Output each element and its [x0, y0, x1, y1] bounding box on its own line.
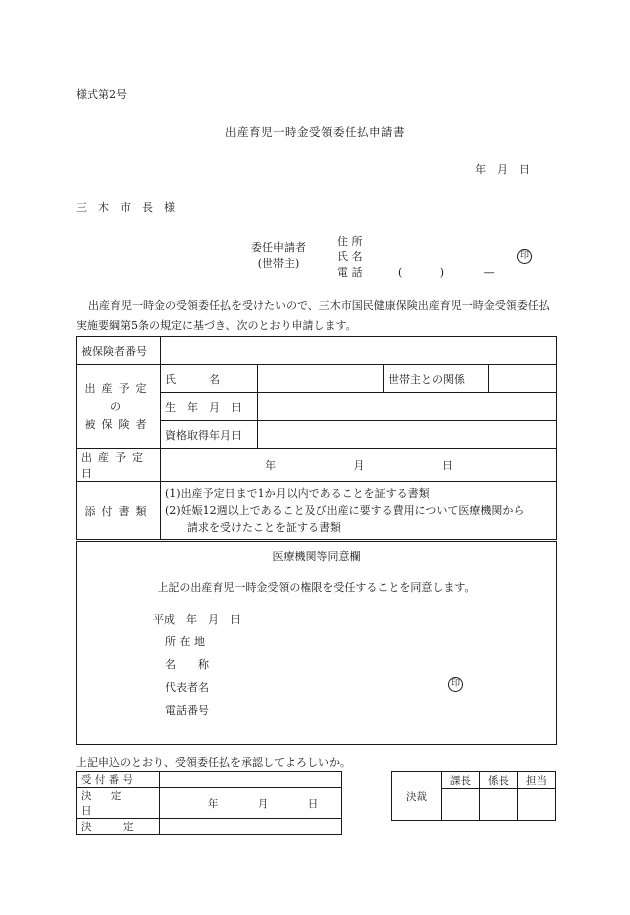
attachment-item-1: (1)出産予定日まで1か月以内であることを証する書類 — [165, 487, 430, 500]
consent-date: 平成 年 月 日 — [153, 613, 241, 626]
decision-table — [76, 771, 342, 835]
intro-text: 出産育児一時金の受領委任払を受けたいので、三木市国民健康保険出産育児一時金受領委任払実施要綱第5条の規定に基づき、次のとおり申請します。 — [76, 299, 550, 332]
decision-day: 日 — [307, 797, 319, 810]
insured-number-field[interactable] — [161, 337, 557, 365]
sub-chief-stamp-field[interactable] — [480, 789, 518, 821]
location-label: 所 在 地 — [165, 635, 205, 648]
relation-field[interactable] — [489, 365, 557, 393]
name-field[interactable] — [258, 365, 384, 393]
applicant-role-sub: (世帯主) — [257, 257, 300, 270]
due-date-field[interactable] — [161, 449, 557, 482]
attachment-label: 添付書類 — [77, 482, 161, 540]
applicant-fields — [337, 234, 363, 264]
sub-chief-label: 係長 — [480, 772, 518, 789]
due-day: 日 — [442, 459, 453, 472]
due-month: 月 — [353, 459, 365, 472]
application-table — [76, 336, 557, 540]
approval-stamp-table — [391, 771, 556, 821]
phone-dash: — — [483, 266, 495, 279]
seal-icon: 印 — [517, 249, 532, 264]
decision-date-label: 決 定 日 — [77, 788, 160, 819]
expected-insured-label — [77, 365, 161, 449]
expected-insured-label-2: 被保険者 — [84, 417, 153, 431]
phone-paren-open: ( — [398, 266, 403, 279]
phone-line — [337, 264, 495, 280]
chief-stamp-field[interactable] — [442, 789, 480, 821]
staff-stamp-field[interactable] — [518, 789, 556, 821]
staff-label: 担当 — [518, 772, 556, 789]
attachment-item-2: (2)妊娠12週以上であること及び出産に要する費用について医療機関から — [165, 504, 525, 517]
application-date: 年 月 日 — [475, 163, 530, 176]
receipt-number-label: 受 付 番 号 — [77, 772, 160, 788]
birth-label: 生 年 月 日 — [161, 393, 258, 421]
consent-phone-label: 電話番号 — [165, 704, 209, 717]
approval-text: 上記申込のとおり、受領委任払を承認してよろしいか。 — [76, 756, 351, 769]
name-row-label: 氏 名 — [161, 365, 258, 393]
qualification-label: 資格取得年月日 — [161, 421, 258, 449]
seal-icon: 印 — [448, 677, 463, 692]
decision-label: 決 定 — [77, 819, 160, 835]
attachment-item-2-cont: 請求を受けたことを証する書類 — [187, 521, 341, 534]
chief-label: 課長 — [442, 772, 480, 789]
due-year: 年 — [265, 459, 276, 472]
form-number: 様式第2号 — [76, 88, 127, 101]
consent-title: 医療機関等同意欄 — [272, 550, 361, 563]
representative-label: 代表者名 — [165, 681, 209, 694]
facility-name-label: 名 称 — [165, 658, 209, 671]
decision-date-field[interactable] — [160, 788, 342, 819]
decision-year: 年 — [208, 797, 219, 810]
decision-field[interactable] — [160, 819, 342, 835]
expected-insured-label-1: 出産予定の — [84, 381, 153, 413]
birth-field[interactable] — [258, 393, 557, 421]
consent-box — [76, 541, 557, 745]
phone-label: 電 話 — [337, 266, 363, 279]
addressee: 三木市長様 — [76, 201, 186, 214]
applicant-role-title: 委任申請者 — [251, 241, 306, 254]
address-label: 住 所 — [337, 235, 363, 248]
applicant-role — [251, 240, 306, 272]
document-title: 出産育児一時金受領委任払申請書 — [225, 125, 405, 139]
receipt-number-field[interactable] — [160, 772, 342, 788]
consent-text: 上記の出産育児一時金受領の権限を受任することを同意します。 — [157, 581, 476, 594]
relation-label: 世帯主との関係 — [384, 365, 489, 393]
decision-month: 月 — [257, 797, 269, 810]
phone-paren-close: ) — [439, 266, 445, 279]
due-date-label: 出産予定日 — [77, 449, 161, 482]
approval-label: 決裁 — [392, 772, 442, 821]
qualification-field[interactable] — [258, 421, 557, 449]
name-label: 氏 名 — [337, 250, 363, 263]
attachment-list — [161, 482, 557, 540]
insured-number-label: 被保険者番号 — [77, 337, 161, 365]
